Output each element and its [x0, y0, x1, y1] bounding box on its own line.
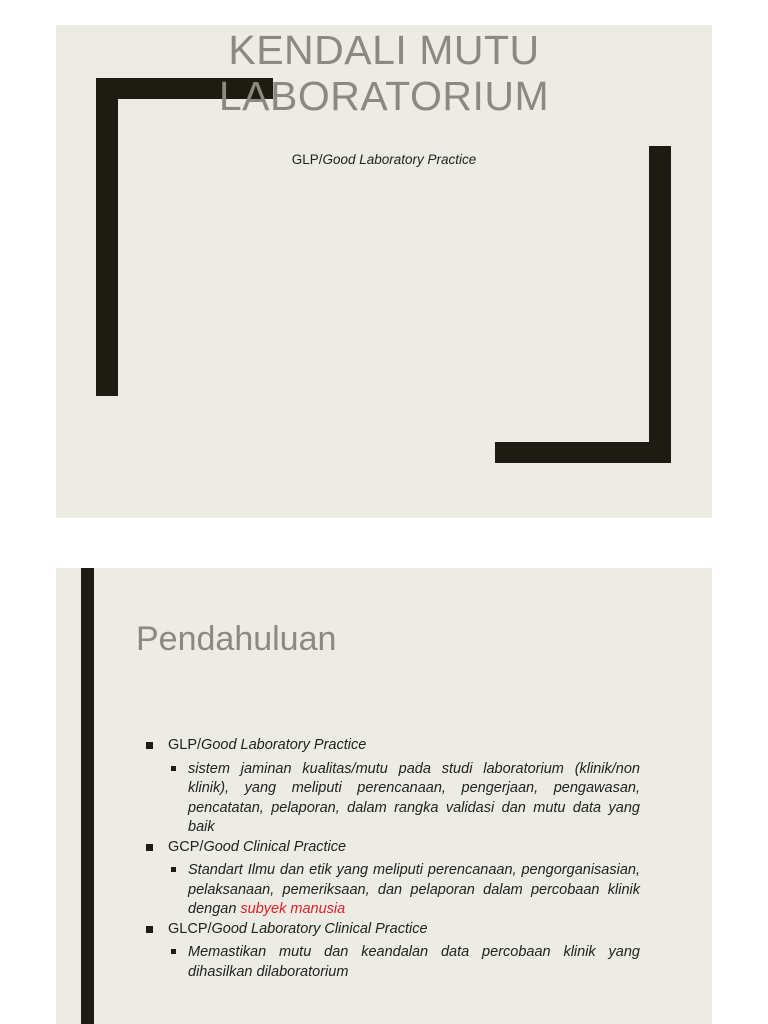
corner-bracket-top-left-vertical — [96, 78, 118, 396]
title-line-2: LABORATORIUM — [218, 73, 550, 119]
item-italic: Good Laboratory Practice — [201, 737, 367, 753]
corner-bracket-bottom-right-horizontal — [495, 442, 671, 463]
item-prefix: GLCP/ — [168, 920, 212, 937]
slide-title — [56, 25, 712, 518]
sub-text: Standart Ilmu dan etik yang meliputi perencanaan, pengorganisasian, pelaksanaan, pemeriksaan, dan pelaporan dalam percobaan klinik dengan — [188, 862, 640, 917]
list-item — [144, 838, 640, 858]
title-line-1: KENDALI MUTU — [228, 27, 540, 73]
slide-heading: Pendahuluan — [136, 620, 337, 658]
item-prefix: GLP/ — [168, 737, 202, 753]
subtitle-prefix: GLP/ — [291, 152, 323, 167]
slide-pendahuluan — [56, 568, 712, 1024]
sub-list-item: sistem jaminan kualitas/mutu pada studi laboratorium (klinik/non klinik), yang meliputi perencanaan, pengerjaan, pengawasan, pencatatan, pelaporan, dalam rangka validasi dan mutu data yang baik — [144, 760, 640, 838]
subtitle-italic: Good Laboratory Practice — [322, 152, 477, 167]
slide-title-heading — [56, 27, 712, 119]
item-prefix: GCP/ — [168, 838, 204, 855]
highlight-text: subyek manusia — [240, 901, 346, 917]
bullet-list — [144, 736, 640, 982]
slide-subtitle — [56, 152, 712, 167]
item-italic: Good Clinical Practice — [203, 838, 347, 855]
left-accent-bar — [81, 568, 94, 1024]
list-item — [144, 736, 640, 756]
sub-list-item: Memastikan mutu dan keandalan data percobaan klinik yang dihasilkan dilaboratorium — [144, 943, 640, 982]
sub-list-item — [144, 861, 640, 920]
corner-bracket-bottom-right-vertical — [649, 146, 671, 463]
item-italic: Good Laboratory Clinical Practice — [211, 920, 428, 937]
list-item — [144, 920, 640, 940]
